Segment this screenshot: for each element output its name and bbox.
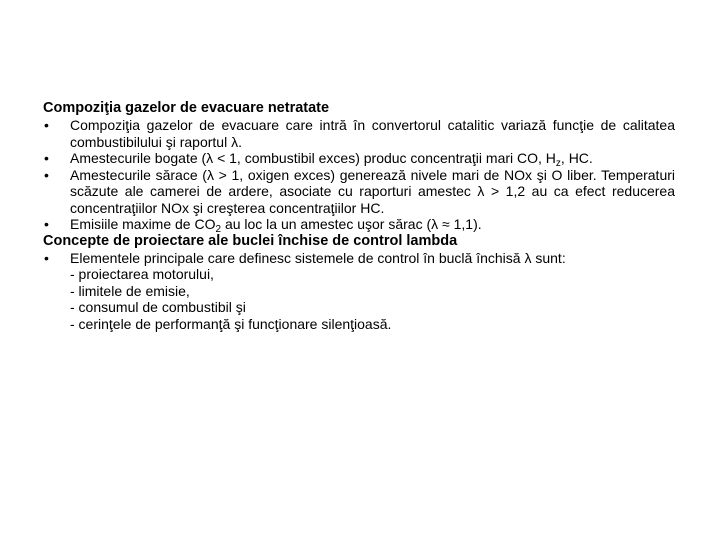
bullet-control-elements: [43, 250, 675, 267]
subitem-performance-requirements: - cerinţele de performanţă şi funcţionare silenţioasă.: [70, 315, 392, 332]
bullet-text: Compoziţia gazelor de evacuare care intră în convertorul catalitic variază funcţie de calitatea combustibilului şi raportul λ.: [70, 117, 675, 150]
bullet-lean-mixture: [43, 167, 675, 217]
bullet-dot: •: [44, 166, 49, 183]
bullet-text-tail: au loc la un amestec uşor sărac (λ ≈ 1,1).: [224, 216, 482, 232]
bullet-text: Emisiile maxime de CO: [70, 216, 216, 232]
subscript-2: 2: [215, 224, 222, 235]
subitem-fuel-consumption: - consumul de combustibil şi: [70, 299, 246, 315]
bullet-rich-mixture: [43, 150, 675, 167]
bullet-text: Amestecurile bogate (λ < 1, combustibil exces) produc concentraţii mari CO, H: [70, 150, 556, 166]
slide-content: [43, 100, 675, 332]
bullet-exhaust-composition: [43, 117, 675, 150]
bullet-text: Elementele principale care definesc sistemele de control în buclă închisă λ sunt:: [70, 249, 566, 266]
subitem-emission-limits: - limitele de emisie,: [70, 282, 190, 299]
bullet-text-tail: , HC.: [560, 150, 593, 166]
subitem-engine-design: - proiectarea motorului,: [70, 266, 214, 282]
section-heading-lambda-control: Concepte de proiectare ale buclei închise de control lambda: [43, 232, 458, 249]
bullet-dot: •: [44, 117, 49, 133]
bullet-text: Amestecurile sărace (λ > 1, oxigen exces) generează nivele mari de NOx şi O liber. Temperaturi scăzute ale camerei de ardere, asociate cu raporturi amestec λ > 1,2 au ca efect reducerea concentraţiilor NOx şi creşterea concentraţiilor HC.: [70, 166, 675, 216]
section-heading-exhaust-composition: Compoziţia gazelor de evacuare netratate: [43, 100, 330, 116]
subscript-z: z: [555, 158, 561, 169]
bullet-dot: •: [44, 150, 49, 166]
bullet-dot: •: [44, 216, 49, 232]
bullet-co2-emissions: [43, 216, 675, 233]
bullet-dot: •: [44, 249, 49, 266]
